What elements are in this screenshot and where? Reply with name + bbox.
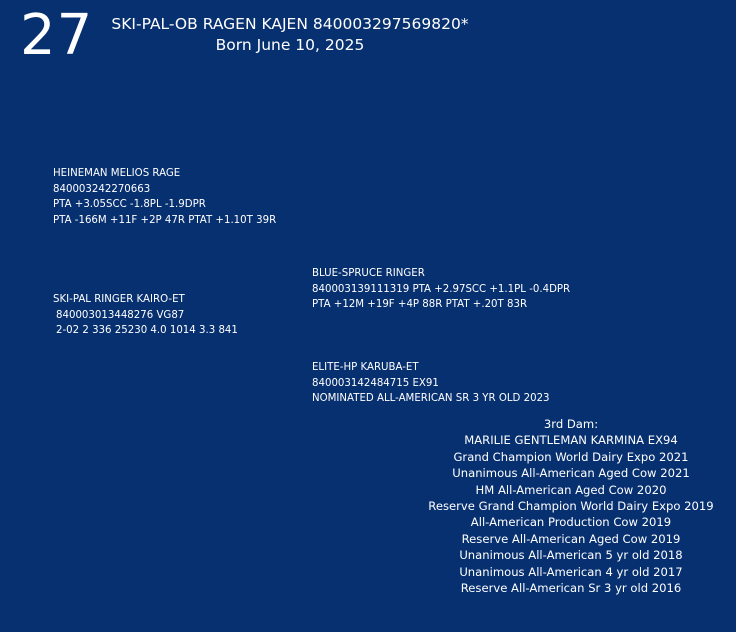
third-dam-block xyxy=(420,416,722,596)
dam-sire-pta-production: PTA +12M +19F +4P 88R PTAT +.20T 83R xyxy=(312,299,528,310)
sire-pta-production: PTA -166M +11F +2P 47R PTAT +1.10T 39R xyxy=(53,214,277,226)
third-dam-award: Grand Champion World Dairy Expo 2021 xyxy=(453,449,689,464)
dam-sire-registration-pta: 840003139111319 PTA +2.97SCC +1.1PL -0.4DPR xyxy=(312,283,571,295)
sire-block xyxy=(53,166,276,228)
dam-block xyxy=(53,292,238,339)
third-dam-heading: 3rd Dam: xyxy=(543,417,599,431)
dam-dam-block xyxy=(312,360,550,407)
dam-dam-award: NOMINATED ALL-AMERICAN SR 3 YR OLD 2023 xyxy=(312,393,550,404)
animal-header xyxy=(100,14,480,56)
sire-pta-health: PTA +3.05SCC -1.8PL -1.9DPR xyxy=(53,199,206,210)
third-dam-award: Unanimous All-American 4 yr old 2017 xyxy=(459,564,683,579)
birth-date: Born June 10, 2025 xyxy=(215,36,365,54)
third-dam-award: All-American Production Cow 2019 xyxy=(470,515,672,530)
dam-dam-name: ELITE-HP KARUBA-ET xyxy=(312,362,419,373)
dam-name: SKI-PAL RINGER KAIRO-ET xyxy=(53,294,185,305)
third-dam-award: Unanimous All-American 5 yr old 2018 xyxy=(459,548,683,563)
dam-sire-block xyxy=(312,266,570,313)
dam-record: 2-02 2 336 25230 4.0 1014 3.3 841 xyxy=(56,325,238,336)
third-dam-award: Reserve All-American Aged Cow 2019 xyxy=(461,531,681,546)
lot-number: 27 xyxy=(20,3,94,68)
animal-name-registration: SKI-PAL-OB RAGEN KAJEN 840003297569820* xyxy=(111,15,469,33)
dam-registration: 840003013448276 VG87 xyxy=(56,309,185,321)
dam-sire-name: BLUE-SPRUCE RINGER xyxy=(312,268,425,279)
third-dam-award: Reserve All-American Sr 3 yr old 2016 xyxy=(460,581,682,596)
sire-registration: 840003242270663 xyxy=(53,183,151,195)
third-dam-award: HM All-American Aged Cow 2020 xyxy=(475,482,667,497)
sire-name: HEINEMAN MELIOS RAGE xyxy=(53,168,181,179)
third-dam-award: Reserve Grand Champion World Dairy Expo 2019 xyxy=(428,499,714,514)
dam-dam-registration: 840003142484715 EX91 xyxy=(312,377,439,389)
third-dam-name: MARILIE GENTLEMAN KARMINA EX94 xyxy=(464,433,678,448)
third-dam-award: Unanimous All-American Aged Cow 2021 xyxy=(452,466,690,481)
